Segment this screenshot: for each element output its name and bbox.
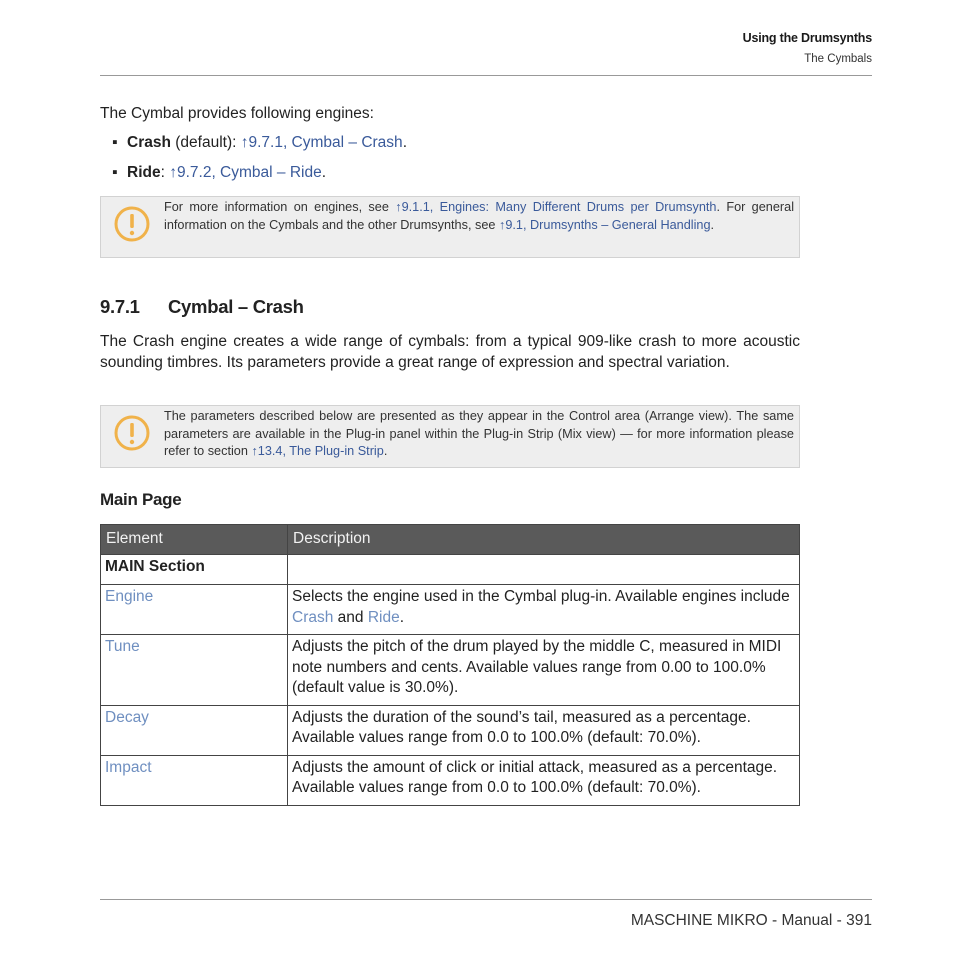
engine-list <box>110 132 790 192</box>
bullet-text: (default): <box>170 134 241 151</box>
link-cymbal-ride[interactable]: ↑9.7.2, Cymbal – Ride <box>169 164 322 181</box>
running-head-chapter: Using the Drumsynths <box>742 31 872 45</box>
note-text <box>164 199 794 234</box>
cell-text: and <box>333 608 368 626</box>
running-head-section: The Cymbals <box>804 53 872 65</box>
column-header-description: Description <box>288 525 800 555</box>
cell-text: . <box>399 608 405 626</box>
link-impact[interactable]: Impact <box>105 758 152 776</box>
note-text-part: The parameters described below are presented as they appear in the Control area (Arrange view). The same parameters are available in the Plug-in panel within the Plug-in Strip (Mix view) — for more information please refer to section <box>164 409 794 458</box>
table-cell <box>101 705 288 755</box>
table-cell <box>101 585 288 635</box>
bullet-end: . <box>402 134 407 151</box>
header-rule <box>100 75 872 76</box>
bullet-icon: ▪ <box>112 134 118 151</box>
table-cell <box>288 555 800 585</box>
section-title: Cymbal – Crash <box>168 296 304 317</box>
link-engine[interactable]: Engine <box>105 588 154 605</box>
note-text-part: . For general information on the Cymbals and the other Drumsynths, see <box>164 200 795 232</box>
note-box-engines <box>100 196 800 258</box>
bullet-term: Crash <box>127 134 171 151</box>
link-decay[interactable]: Decay <box>105 708 149 726</box>
section-text: The Crash engine creates a wide range of cymbals: from a typical 909-like crash to more acoustic sounding timbres. Its parameters provide a great range of expression and spectral variation. <box>100 333 800 371</box>
section-number: 9.7.1 <box>100 296 140 317</box>
link-crash[interactable]: Crash <box>292 608 334 626</box>
note-text <box>164 408 794 461</box>
link-ride[interactable]: Ride <box>367 608 400 626</box>
page-footer: MASCHINE MIKRO - Manual - 391 <box>630 912 872 929</box>
list-item <box>110 162 790 192</box>
subheading-main-page: Main Page <box>100 490 182 509</box>
table-cell: Adjusts the duration of the sound’s tail, measured as a percentage. Available values range from 0.0 to 100.0% (default: 70.0%). <box>288 705 800 755</box>
bullet-end: . <box>321 164 327 181</box>
link-engines[interactable]: ↑9.1.1, Engines: Many Different Drums per Drumsynth <box>395 200 717 214</box>
table-cell <box>101 755 288 805</box>
note-text-part: For more information on engines, see <box>164 200 396 214</box>
column-header-element: Element <box>101 525 288 555</box>
parameters-table <box>100 524 800 806</box>
table-row <box>101 585 800 635</box>
table-row <box>101 755 800 805</box>
link-cymbal-crash[interactable]: ↑9.7.1, Cymbal – Crash <box>240 134 403 151</box>
bullet-term: Ride <box>127 164 161 181</box>
table-cell <box>101 635 288 706</box>
table-section-row <box>101 555 800 585</box>
intro-text: The Cymbal provides following engines: <box>100 105 374 122</box>
note-text-part: . <box>383 444 388 458</box>
running-head <box>743 31 872 65</box>
table-cell: Adjusts the pitch of the drum played by the middle C, measured in MIDI note numbers and cents. Available values range from 0.00 to 100.0% (default value is 30.0%). <box>288 635 800 706</box>
table-header-row <box>101 525 800 555</box>
note-box-parameters <box>100 405 800 468</box>
warning-icon <box>114 206 150 242</box>
cell-text: Selects the engine used in the Cymbal plug-in. Available engines include <box>292 588 790 605</box>
section-row-label: MAIN Section <box>105 558 205 575</box>
warning-icon <box>114 415 150 451</box>
table-cell: Adjusts the amount of click or initial attack, measured as a percentage. Available values range from 0.0 to 100.0% (default: 70.0%). <box>288 755 800 805</box>
link-drumsynths-general[interactable]: ↑9.1, Drumsynths – General Handling <box>498 217 711 232</box>
table-row <box>101 635 800 706</box>
bullet-text: : <box>160 164 170 181</box>
footer-rule <box>100 899 872 900</box>
list-item <box>110 132 790 162</box>
table-row <box>101 705 800 755</box>
note-text-part: . <box>710 217 715 232</box>
link-plugin-strip[interactable]: ↑13.4, The Plug-in Strip <box>251 444 384 458</box>
bullet-icon: ▪ <box>112 164 118 181</box>
table-cell <box>288 585 800 635</box>
link-tune[interactable]: Tune <box>105 638 140 655</box>
table-cell <box>101 555 288 585</box>
section-heading <box>100 296 304 318</box>
